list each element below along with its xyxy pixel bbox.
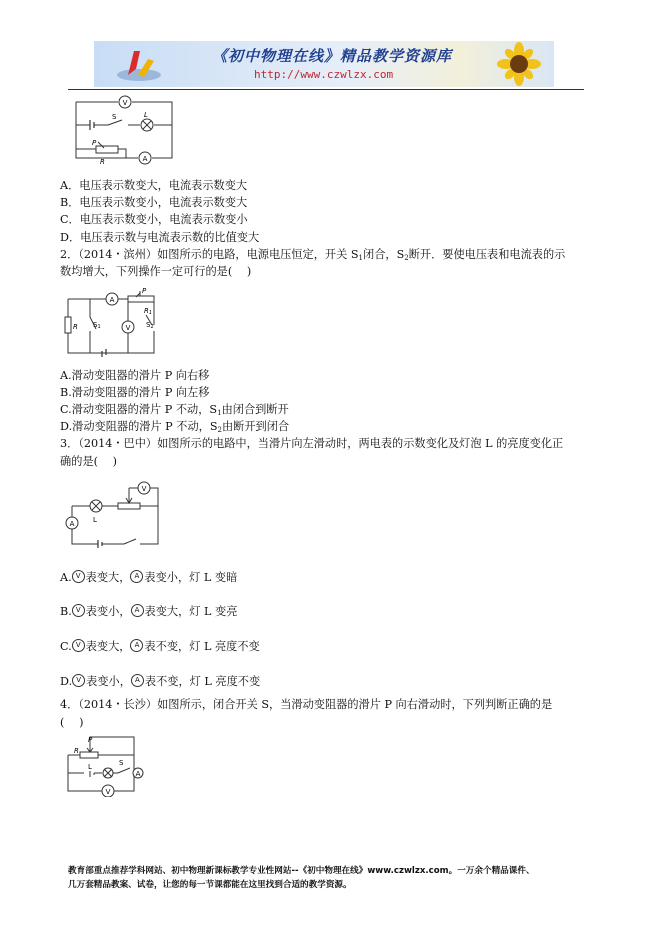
ammeter-icon: A [131, 674, 144, 687]
header-banner [94, 41, 554, 87]
q4-lamp-label: L [88, 763, 92, 771]
q1-lamp-label: L [144, 111, 148, 119]
logo-icon [114, 45, 164, 85]
q2-stem-sub1: 1 [358, 254, 363, 262]
q2-ammeter-label: A [109, 296, 115, 304]
q2-option-d: D.滑动变阻器的滑片 P 不动，$S_2$由断开到闭合 [60, 420, 290, 434]
q3-option-b: B. V 表变小， A 表变大，灯 L 变亮 [60, 605, 238, 618]
q4-stem-line1: 4．（2014・长沙）如图所示，闭合开关 S，当滑动变阻器的滑片 P 向右滑动时，下列判断正确的是 [60, 698, 553, 711]
banner-url: http://www.czwlzx.com [254, 68, 394, 81]
q3-option-d: D. V 表变小， A 表不变，灯 L 亮度不变 [60, 675, 261, 688]
q2-circuit-diagram [60, 285, 164, 359]
header-rule [68, 89, 584, 90]
q1-circuit-diagram [68, 92, 180, 168]
q2-r-label: R [73, 323, 78, 331]
q4-switch-label: S [119, 759, 124, 767]
q2-slider-label: P [142, 287, 147, 295]
footer-line1: 教育部重点推荐学科网站、初中物理新课标教学专业性网站--《初中物理在线》www.czwlzx.com。一万余个精品课件、 [68, 866, 535, 876]
q2-s1-label: S1 [93, 321, 101, 330]
q1-voltmeter-label: V [122, 99, 128, 107]
q3-circuit-diagram [62, 478, 166, 548]
q1-option-a: A．电压表示数变大，电流表示数变大 [60, 179, 248, 192]
voltmeter-icon: V [72, 639, 85, 652]
q1-option-d: D．电压表示数与电流表示数的比值变大 [60, 231, 260, 244]
page-footer [68, 864, 535, 892]
q2-option-a: A.滑动变阻器的滑片 P 向右移 [60, 369, 210, 382]
ammeter-icon: A [130, 639, 143, 652]
q1-option-c: C．电压表示数变小，电流表示数变小 [60, 213, 248, 226]
ammeter-icon: A [131, 604, 144, 617]
q4-rheostat-label: R [74, 747, 79, 755]
q3-option-a: A. V 表变大， A 表变小，灯 L 变暗 [60, 571, 238, 584]
voltmeter-icon: V [72, 604, 85, 617]
sunflower-image [484, 41, 554, 87]
q2-s2-label: S2 [146, 321, 154, 330]
q2-stem-part2: 闭合，S [363, 248, 405, 261]
q2-option-b: B.滑动变阻器的滑片 P 向左移 [60, 386, 210, 399]
q3-voltmeter-label: V [141, 485, 147, 493]
q3-lamp-label: L [93, 516, 97, 524]
q4-circuit-diagram [60, 733, 152, 797]
banner-title: 《初中物理在线》精品教学资源库 [212, 47, 453, 65]
q1-slider-label: P [92, 139, 97, 147]
q3-ammeter-label: A [69, 520, 75, 528]
q1-ammeter-label: A [142, 155, 148, 163]
q3-option-c: C. V 表变大， A 表不变，灯 L 亮度不变 [60, 640, 260, 653]
q1-option-b: B．电压表示数变小，电流表示数变大 [60, 196, 248, 209]
q2-option-c: C.滑动变阻器的滑片 P 不动，$S_1$由闭合到断开 [60, 403, 289, 417]
q3-stem-line1: 3．（2014・巴中）如图所示的电路中，当滑片向左滑动时，两电表的示数变化及灯泡 L 的亮度变化正 [60, 437, 564, 450]
q4-ammeter-label: A [135, 770, 141, 778]
ammeter-icon: A [130, 570, 143, 583]
q1-rheostat-label: R [100, 158, 105, 166]
q4-voltmeter-label: V [105, 788, 111, 796]
q2-stem-line2: 数均增大，下列操作一定可行的是( ) [60, 265, 252, 278]
q1-switch-label: S [112, 113, 117, 121]
q2-stem-part1: 2．（2014・滨州）如图所示的电路，电源电压恒定，开关 S [60, 248, 359, 261]
q4-stem-line2: ( ) [60, 716, 84, 729]
q4-slider-label: P [88, 736, 93, 744]
q2-stem-part3: 断开．要使电压表和电流表的示 [408, 248, 566, 261]
q2-r1-label: R1 [144, 307, 153, 316]
voltmeter-icon: V [72, 570, 85, 583]
q2-voltmeter-label: V [125, 324, 131, 332]
q2-stem-sub2: 2 [404, 254, 409, 262]
voltmeter-icon: V [72, 674, 85, 687]
footer-line2: 几万套精品教案、试卷，让您的每一节课都能在这里找到合适的教学资源。 [68, 880, 352, 890]
q2-stem-line1 [60, 248, 565, 265]
q3-stem-line2: 确的是( ) [60, 455, 118, 468]
